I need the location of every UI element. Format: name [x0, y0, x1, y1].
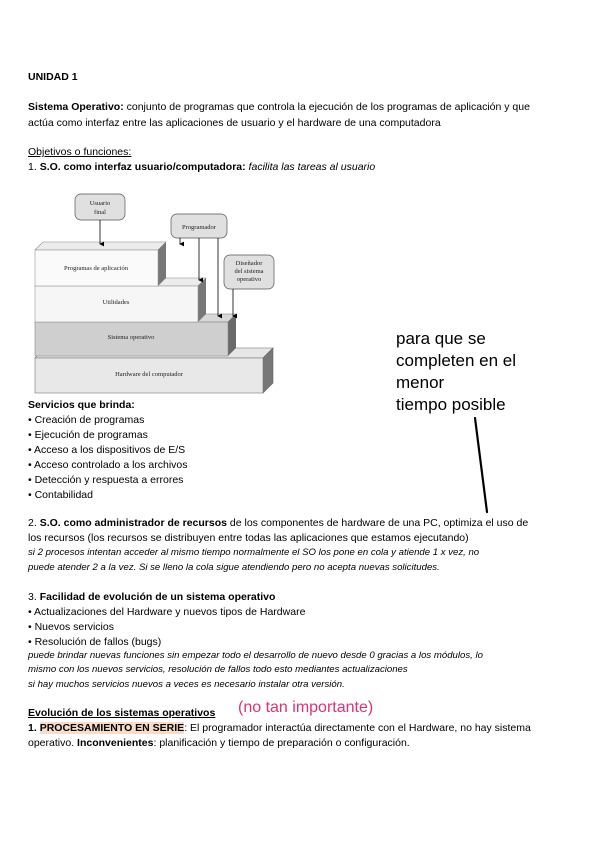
evolution-annotation: (no tan importante) — [238, 699, 374, 716]
service-item: • Creación de programas — [28, 414, 145, 426]
objectives-heading: Objetivos o funciones: — [28, 146, 132, 158]
definition-line-1: Sistema Operativo: conjunto de programas que controla la ejecución de los programas de aplicación y que — [28, 101, 530, 113]
user-label-2: final — [94, 209, 106, 216]
service-item: • Acceso a los dispositivos de E/S — [28, 444, 186, 456]
user-label-1: Usuario — [89, 200, 111, 207]
evolution-item-line-1: 1. PROCESAMIENTO EN SERIE: El programador interactúa directamente con el Hardware, no hay sistema — [28, 722, 531, 734]
section2-line-1: 2. S.O. como administrador de recursos de los componentes de hardware de una PC, optimiza el uso de — [28, 517, 529, 529]
section3-note-2: mismo con los nuevos servicios, resolución de fallos todo esto mediantes actualizaciones — [28, 664, 408, 675]
section3-note-3: si hay muchos servicios nuevos a veces es necesario instalar otra versión. — [28, 679, 345, 690]
service-item: • Detección y respuesta a errores — [28, 474, 184, 486]
os-layers-diagram — [28, 188, 283, 398]
designer-label-2: del sistema — [234, 268, 264, 275]
layer-apps-label: Programas de aplicación — [64, 265, 128, 272]
service-item: • Ejecución de programas — [28, 429, 148, 441]
layer-hw-label: Hardware del computador — [115, 371, 183, 378]
section3-heading: 3. Facilidad de evolución de un sistema operativo — [28, 591, 276, 603]
handwritten-note: para que se completen en el menor tiempo posible — [396, 329, 517, 414]
section2-note-2: puede atender 2 a la vez. Si se lleno la cola sigue atendiendo pero no acepta nuevas solicitudes. — [28, 562, 440, 573]
section1-heading: 1. S.O. como interfaz usuario/computadora: facilita las tareas al usuario — [28, 161, 376, 173]
evolution-item-line-2: operativo. Inconvenientes: planificación y tiempo de preparación o configuración. — [28, 737, 410, 749]
section3-item: • Nuevos servicios — [28, 621, 114, 633]
unit-title: UNIDAD 1 — [28, 71, 78, 83]
service-item: • Contabilidad — [28, 489, 93, 501]
definition-line-2: actúa como interfaz entre las aplicaciones de usuario y el hardware de una computadora — [28, 117, 441, 129]
section2-line-2: los recursos (los recursos se distribuyen entre todas las aplicaciones que estamos ejecutando) — [28, 532, 469, 544]
section2-note-1: si 2 procesos intentan acceder al mismo tiempo normalmente el SO los pone en cola y atiende 1 x vez, no — [28, 547, 480, 558]
definition-term: Sistema Operativo: — [28, 101, 124, 113]
serial-processing-highlight: PROCESAMIENTO EN SERIE — [39, 722, 185, 734]
service-item: • Acceso controlado a los archivos — [28, 459, 188, 471]
layer-os-label: Sistema operativo — [107, 334, 155, 341]
evolution-heading: Evolución de los sistemas operativos — [28, 707, 216, 719]
layer-utils-label: Utilidades — [102, 299, 130, 306]
designer-label-3: operativo — [236, 276, 262, 283]
programmer-label: Programador — [182, 224, 216, 231]
section3-note-1: puede brindar nuevas funciones sin empezar todo el desarrollo de nuevo desde 0 gracias a los módulos, lo — [28, 650, 483, 661]
section3-item: • Resolución de fallos (bugs) — [28, 636, 162, 648]
section3-item: • Actualizaciones del Hardware y nuevos tipos de Hardware — [28, 606, 306, 618]
services-heading: Servicios que brinda: — [28, 399, 135, 411]
designer-label-1: Diseñador — [235, 260, 263, 267]
handwritten-arrow-line — [470, 415, 495, 515]
